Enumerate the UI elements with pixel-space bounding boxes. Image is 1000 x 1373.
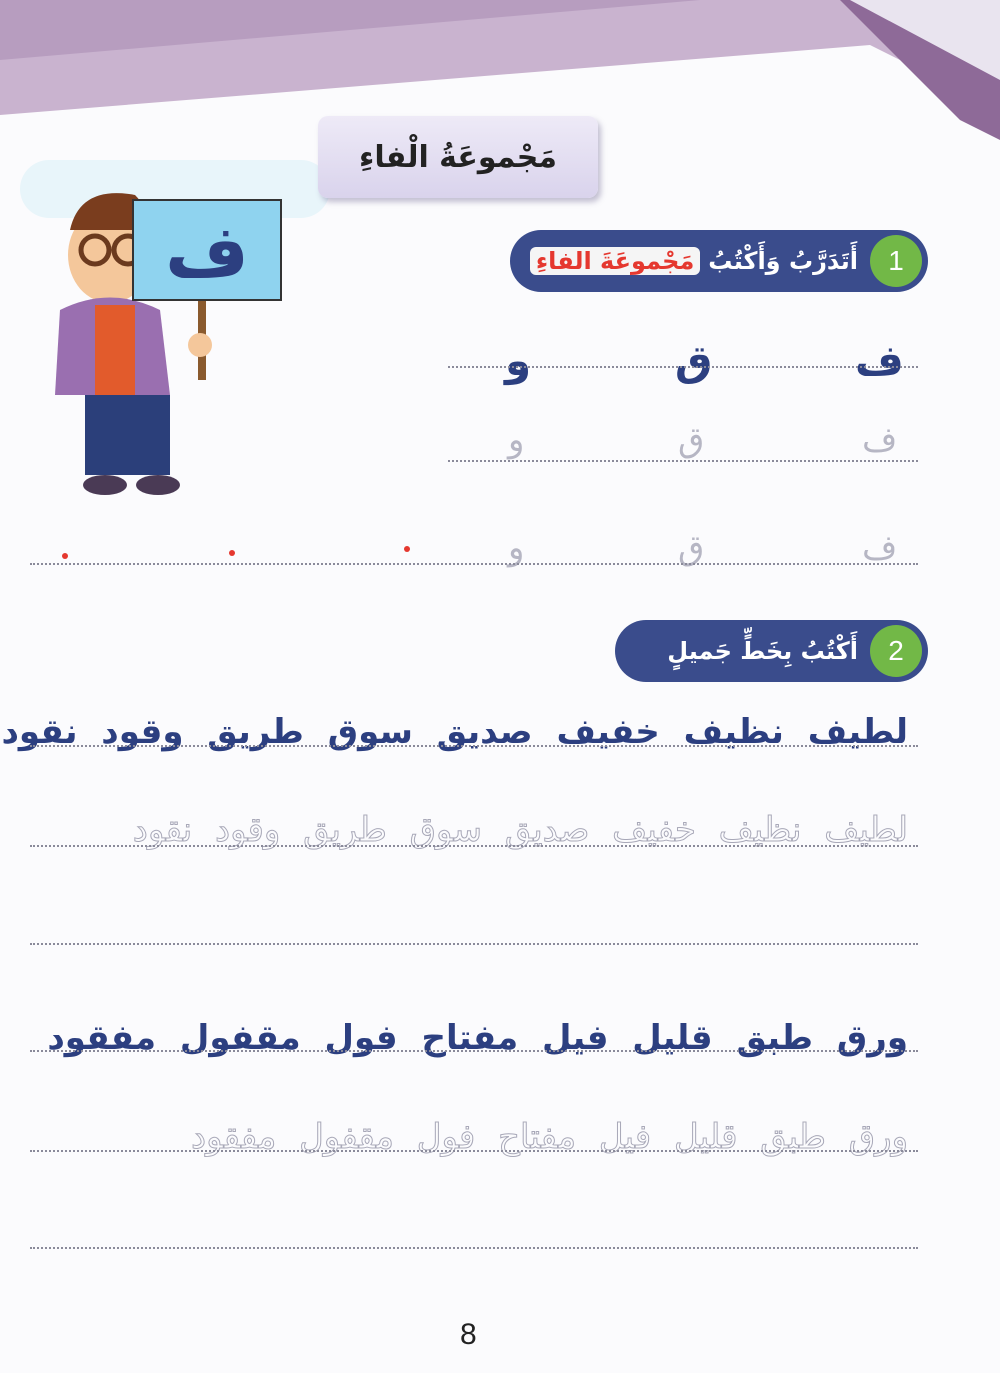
trace-letter-qaf: ق <box>678 420 705 460</box>
exercise2-instruction: أَكْتُبُ بِخَطٍّ جَميلٍ <box>667 637 858 665</box>
trace-letter-waw: و <box>508 420 525 460</box>
writing-line <box>30 943 918 945</box>
exercise1-highlight: مَجْموعَةَ الفاءِ <box>530 247 700 275</box>
exercise2-number-badge: 2 <box>870 625 922 677</box>
trace-row-2: ورق طبق قليل فيل مفتاح فول مقفول مفقود <box>190 1117 908 1157</box>
writing-line <box>30 1150 918 1152</box>
trace-letter-fa: ف <box>862 420 898 460</box>
trace-letter-waw: و <box>508 528 525 568</box>
writing-line <box>30 1247 918 1249</box>
word-row-1: لطيف نظيف خفيف صديق سوق طريق وقود نقود <box>1 712 908 752</box>
trace-row-1: لطيف نظيف خفيف صديق سوق طريق وقود نقود <box>132 810 908 850</box>
writing-line <box>30 1050 918 1052</box>
start-dot <box>404 546 410 552</box>
start-dot <box>229 550 235 556</box>
trace-letter-fa: ف <box>862 528 898 568</box>
writing-line <box>448 366 918 368</box>
writing-line <box>30 745 918 747</box>
writing-line <box>30 845 918 847</box>
trace-letter-qaf: ق <box>678 528 705 568</box>
boy-holding-sign-illustration <box>40 180 290 510</box>
page-number: 8 <box>460 1318 477 1351</box>
exercise1-number-badge: 1 <box>870 235 922 287</box>
letter-qaf: ق <box>675 336 713 385</box>
writing-line <box>448 460 918 462</box>
page-title: مَجْموعَةُ الْفاءِ <box>318 116 598 198</box>
exercise1-header <box>510 230 928 292</box>
letter-waw: و <box>505 336 532 385</box>
letter-fa: ف <box>855 336 904 385</box>
writing-line <box>30 563 918 565</box>
start-dot <box>62 553 68 559</box>
word-row-2: ورق طبق قليل فيل مفتاح فول مقفول مفقود <box>47 1018 908 1058</box>
sign-letter: ف <box>165 209 249 293</box>
exercise2-header <box>615 620 928 682</box>
exercise1-instruction: أَتَدَرَّبُ وَأَكْتُبُ <box>708 247 858 275</box>
